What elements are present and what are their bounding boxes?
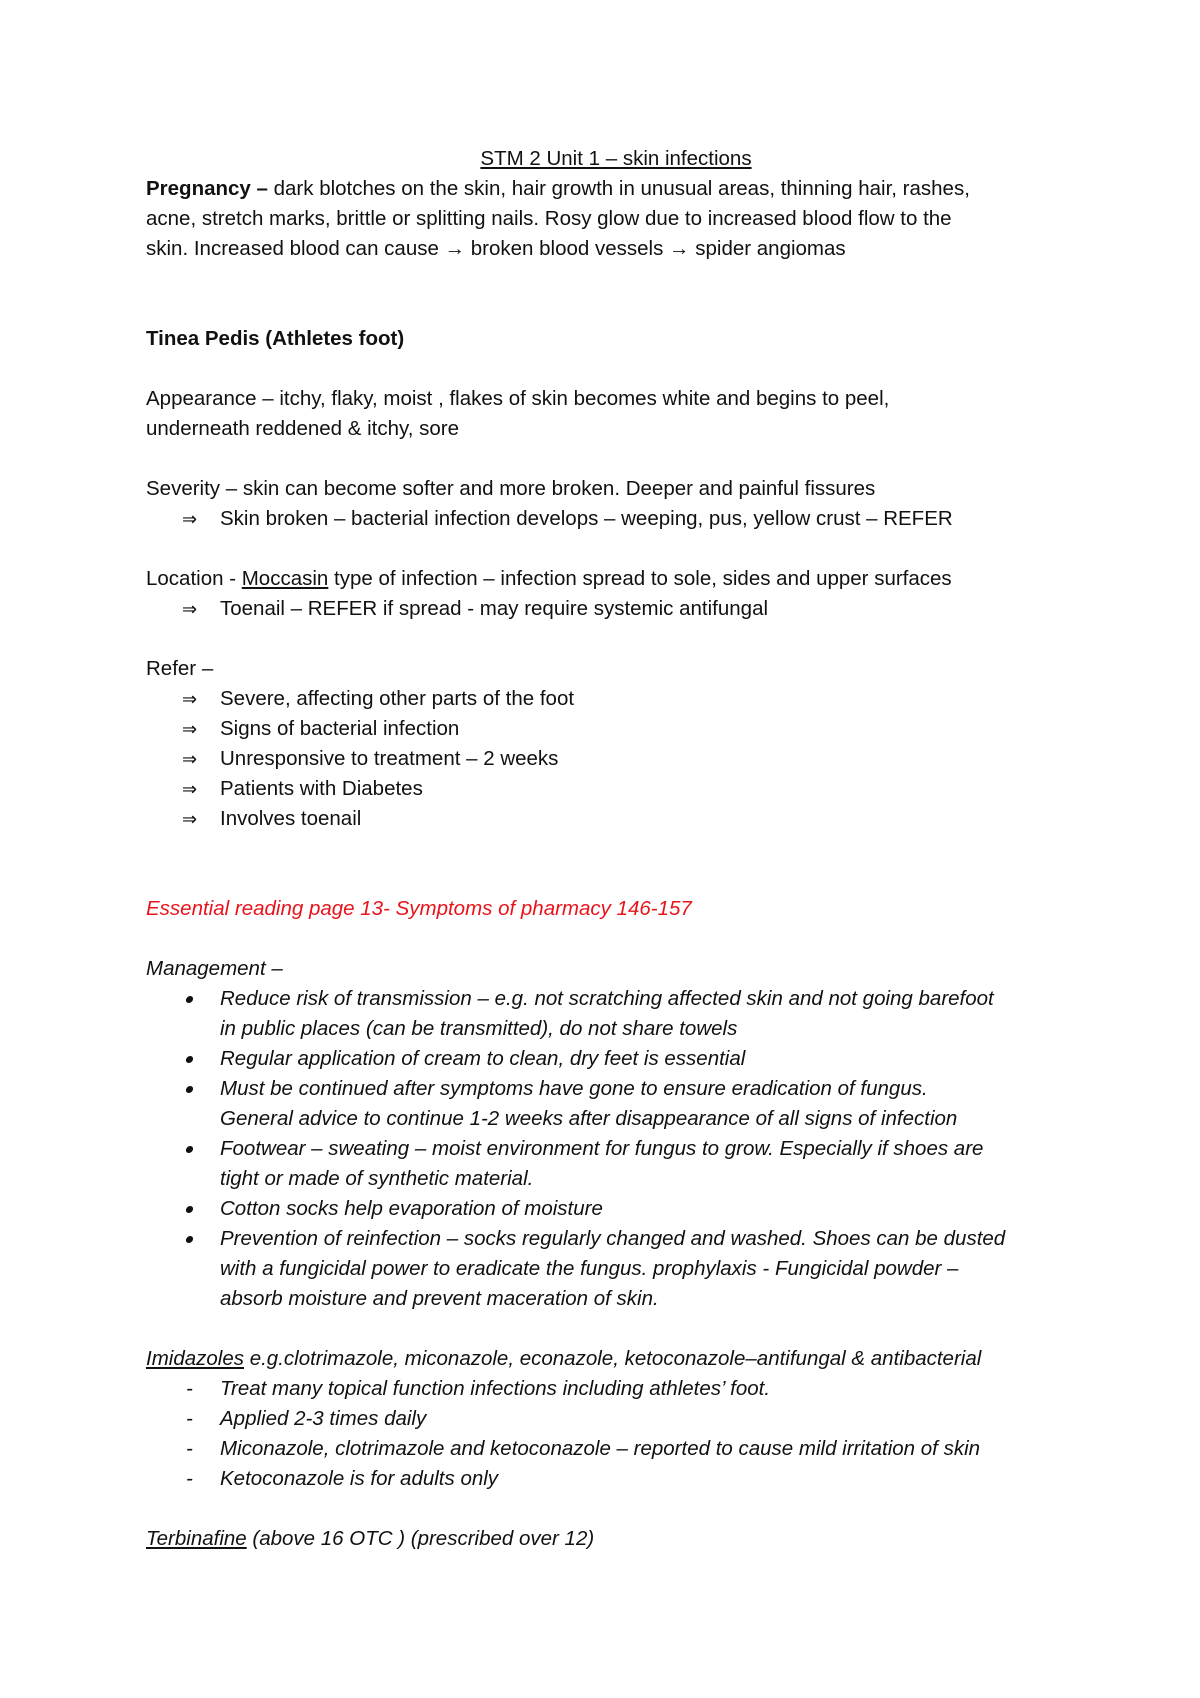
refer-item: Patients with Diabetes — [220, 777, 423, 800]
arrow-icon: ⇒ — [182, 689, 198, 709]
management-item-line: Cotton socks help evaporation of moisture — [220, 1197, 603, 1220]
management-item-line: absorb moisture and prevent maceration of skin. — [220, 1287, 659, 1310]
imidazoles-item: Applied 2-3 times daily — [220, 1407, 427, 1430]
refer-item: Severe, affecting other parts of the foot — [220, 687, 575, 710]
arrow-icon: ⇒ — [182, 719, 198, 739]
list-item — [146, 1434, 1086, 1464]
arrow-icon: ⇒ — [182, 599, 198, 619]
list-item — [146, 774, 1086, 804]
management-item-line: Reduce risk of transmission – e.g. not scratching affected skin and not going barefoot — [220, 987, 994, 1010]
imidazoles-term: Imidazoles — [146, 1347, 244, 1370]
list-item — [146, 1404, 1086, 1434]
refer-item: Involves toenail — [220, 807, 362, 830]
management-item-line: Footwear – sweating – moist environment for fungus to grow. Especially if shoes are — [220, 1137, 984, 1160]
dash-icon: - — [186, 1407, 193, 1430]
imidazoles-item: Treat many topical function infections including athletes’ foot. — [220, 1377, 771, 1400]
management-item-line: General advice to continue 1-2 weeks after disappearance of all signs of infection — [220, 1107, 958, 1130]
moccasin-term: Moccasin — [241, 567, 329, 590]
management-item-line: in public places (can be transmitted), do not share towels — [220, 1017, 738, 1040]
list-item — [146, 714, 1086, 744]
location-bullet: Toenail – REFER if spread - may require systemic antifungal — [220, 597, 769, 620]
list-item — [146, 744, 1086, 774]
arrow-icon: ⇒ — [182, 779, 198, 799]
list-item — [146, 594, 1086, 624]
terbinafine-rest: (above 16 OTC ) (prescribed over 12) — [246, 1527, 595, 1550]
tinea-heading: Tinea Pedis (Athletes foot) — [146, 327, 405, 350]
management-heading: Management – — [146, 957, 283, 980]
management-item-line: Prevention of reinfection – socks regularly changed and washed. Shoes can be dusted — [220, 1227, 1006, 1250]
severity-line: Severity – skin can become softer and more broken. Deeper and painful fissures — [146, 477, 876, 500]
list-item — [146, 504, 1086, 534]
severity-bullet: Skin broken – bacterial infection develops – weeping, pus, yellow crust – REFER — [220, 507, 953, 530]
page-title: STM 2 Unit 1 – skin infections — [480, 147, 752, 170]
terbinafine-line — [146, 1524, 1086, 1554]
arrow-icon: ⇒ — [182, 509, 198, 529]
document-page — [146, 144, 1086, 1554]
list-item — [146, 684, 1086, 714]
dash-icon: - — [186, 1377, 193, 1400]
essential-reading: Essential reading page 13- Symptoms of pharmacy 146-157 — [146, 897, 692, 920]
list-item — [146, 1194, 1086, 1224]
imidazoles-item: Miconazole, clotrimazole and ketoconazole – reported to cause mild irritation of skin — [220, 1437, 981, 1460]
refer-heading: Refer – — [146, 657, 214, 680]
pregnancy-line-3: skin. Increased blood can cause → broken blood vessels → spider angiomas — [146, 237, 846, 260]
appearance-line-2: underneath reddened & itchy, sore — [146, 417, 460, 440]
imidazoles-list — [146, 1374, 1086, 1494]
imidazoles-line — [146, 1344, 1086, 1374]
location-list — [146, 594, 1086, 624]
list-item — [146, 1044, 1086, 1074]
bullet-dot-icon — [185, 1056, 193, 1063]
bullet-dot-icon — [185, 1236, 193, 1243]
bullet-dot-icon — [185, 996, 193, 1003]
imidazoles-item: Ketoconazole is for adults only — [220, 1467, 499, 1490]
bullet-dot-icon — [185, 1206, 193, 1213]
list-item — [146, 1374, 1086, 1404]
pregnancy-paragraph — [146, 174, 1086, 204]
pregnancy-line-2: acne, stretch marks, brittle or splitting nails. Rosy glow due to increased blood flow to the — [146, 207, 952, 230]
location-prefix: Location - — [146, 567, 242, 590]
pregnancy-label: Pregnancy – — [146, 177, 268, 200]
management-item-line: Regular application of cream to clean, dry feet is essential — [220, 1047, 746, 1070]
appearance-line-1: Appearance – itchy, flaky, moist , flakes of skin becomes white and begins to peel, — [146, 387, 890, 410]
management-list — [146, 984, 1086, 1314]
management-item-line: Must be continued after symptoms have gone to ensure eradication of fungus. — [220, 1077, 928, 1100]
list-item — [146, 1134, 1086, 1194]
refer-item: Unresponsive to treatment – 2 weeks — [220, 747, 559, 770]
list-item — [146, 1464, 1086, 1494]
pregnancy-line-1: dark blotches on the skin, hair growth in unusual areas, thinning hair, rashes, — [267, 177, 970, 200]
severity-list — [146, 504, 1086, 534]
terbinafine-term: Terbinafine — [146, 1527, 247, 1550]
arrow-icon: ⇒ — [182, 809, 198, 829]
location-line — [146, 564, 1086, 594]
list-item — [146, 1224, 1086, 1314]
refer-list — [146, 684, 1086, 834]
imidazoles-rest: e.g.clotrimazole, miconazole, econazole, ketoconazole–antifungal & antibacterial — [244, 1347, 982, 1370]
refer-item: Signs of bacterial infection — [220, 717, 460, 740]
list-item — [146, 984, 1086, 1044]
location-rest: type of infection – infection spread to sole, sides and upper surfaces — [328, 567, 952, 590]
arrow-icon: ⇒ — [182, 749, 198, 769]
management-item-line: tight or made of synthetic material. — [220, 1167, 534, 1190]
bullet-dot-icon — [185, 1146, 193, 1153]
list-item — [146, 1074, 1086, 1134]
bullet-dot-icon — [185, 1086, 193, 1093]
dash-icon: - — [186, 1467, 193, 1490]
dash-icon: - — [186, 1437, 193, 1460]
list-item — [146, 804, 1086, 834]
management-item-line: with a fungicidal power to eradicate the fungus. prophylaxis - Fungicidal powder – — [220, 1257, 959, 1280]
